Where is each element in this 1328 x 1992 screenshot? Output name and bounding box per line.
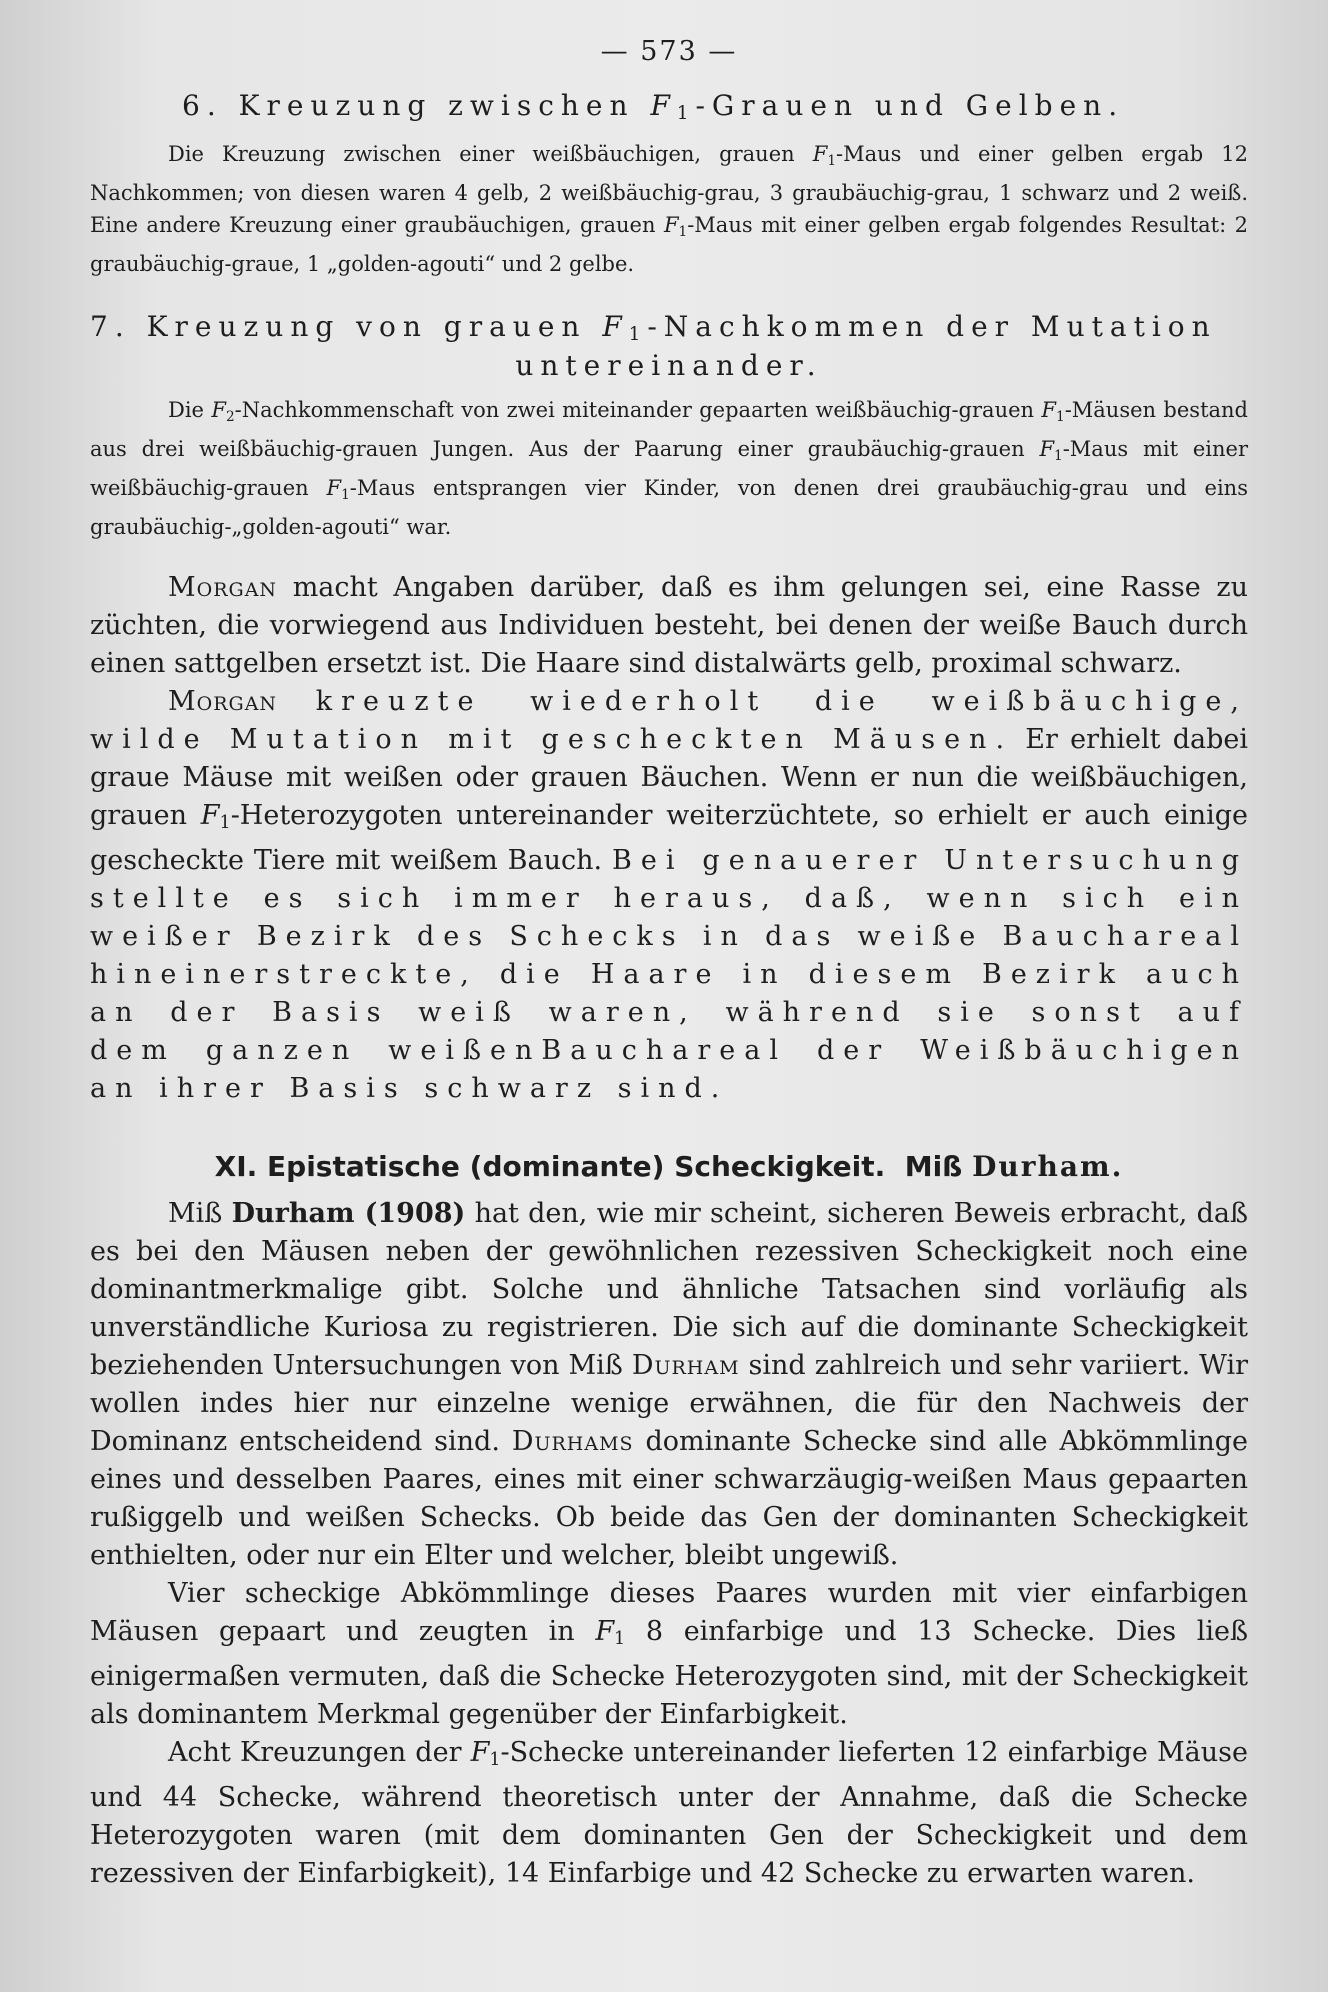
subscript: 1: [676, 103, 696, 124]
paragraph-7: [90, 394, 1248, 543]
subheading-6: [90, 89, 1248, 124]
subscript: 1: [489, 1750, 501, 1770]
page-number: — 573 —: [600, 36, 738, 67]
paragraph-durham-2: [90, 1575, 1248, 1734]
text-run: -Nachkommenschaft von zwei miteinander gepaarten weißbäuchig-grauen: [234, 398, 1042, 422]
f-symbol: F: [812, 142, 828, 166]
subheading-6-post: -Grauen und Gelben.: [695, 89, 1125, 122]
f-symbol: F: [200, 800, 220, 831]
paragraph-durham-1: [90, 1195, 1248, 1575]
text-run: -Schecke untereinander lieferten 12 einfarbige Mäuse und 44 Schecke, während theoretisch unter der Annahme, daß die Schecke Heterozygoten waren (mit dem dominanten Gen der Scheckigkeit und dem rezessiven der Einfarbigkeit), 14 Einfarbige und 42 Schecke zu erwarten waren.: [90, 1737, 1248, 1889]
subscript: 1: [1054, 448, 1063, 464]
subheading-7: [90, 310, 1248, 345]
section-heading-text: XI. Epistatische (dominante) Scheckigkeit.: [214, 1150, 886, 1183]
subheading-6-pre: Kreuzung zwischen: [238, 89, 651, 122]
text-run: Vier scheckige Abkömmlinge dieses Paares wurden mit vier einfarbigen Mäusen gepaart und zeugten in: [90, 1578, 1248, 1647]
f-symbol: F: [650, 89, 677, 122]
text-run: Acht Kreuzungen der: [168, 1737, 471, 1768]
subscript: 1: [827, 153, 836, 169]
f-symbol: F: [1039, 437, 1055, 461]
text-run: hat den, wie mir scheint, sicheren Beweis erbracht, daß es bei den Mäusen neben der gewöhnlichen rezessiven Scheckigkeit noch eine dominantmerkmalige gibt. Solche und ähnliche Tatsachen sind vorläufig als unverständliche Kuriosa zu registrieren. Die sich auf die dominante Scheckigkeit beziehenden Untersuchungen von Miß: [90, 1198, 1249, 1381]
text-run: -Maus mit einer weißbäuchig-grauen: [90, 437, 1248, 500]
author-name: Morgan: [168, 572, 278, 603]
author-citation: Durham (1908): [231, 1198, 466, 1229]
text-run: -Mäusen bestand aus drei weißbäuchig-grauen Jungen. Aus der Paarung einer graubäuchig-grauen: [90, 398, 1249, 461]
spaced-text: kreuzte wiederholt die weißbäuchige, wilde Mutation mit gescheckten Mäusen.: [90, 686, 1248, 755]
paragraph-morgan-1: [90, 569, 1248, 683]
subscript: 1: [678, 224, 688, 240]
subscript: 1: [628, 324, 648, 345]
author-name: Durhams: [511, 1426, 634, 1457]
text-run: macht Angaben darüber, daß es ihm gelungen sei, eine Rasse zu züchten, die vorwiegend aus Individuen besteht, bei denen der weiße Bauch durch einen sattgelben ersetzt ist. Die Haare sind distalwärts gelb, proximal schwarz.: [90, 572, 1248, 679]
subheading-7-number: 7.: [90, 310, 131, 343]
subheading-7-line2: untereinander.: [515, 349, 823, 382]
subscript: 1: [1056, 409, 1065, 425]
text-run: dominante Schecke sind alle Abkömmlinge eines und desselben Paares, eines mit einer schwarzäugig-weißen Maus gepaarten rußiggelb und weißen Schecks. Ob beide das Gen der dominanten Scheckigkeit enthielten, oder nur ein Elter und welcher, bleibt ungewiß.: [90, 1426, 1248, 1571]
author-name: Morgan: [168, 686, 278, 717]
section-heading-durham: Durham.: [972, 1150, 1124, 1183]
text-run: -Maus entsprangen vier Kinder, von denen drei graubäuchig-grau und eins graubäuchig-„golden-agouti“ war.: [90, 476, 1248, 539]
subheading-7-pre: Kreuzung von grauen: [146, 310, 603, 343]
text-run: -Heterozygoten untereinander weiterzüchtete, so erhielt er auch einige gescheckte Tiere mit weißem Bauch.: [90, 800, 1248, 876]
paragraph-durham-3: [90, 1734, 1248, 1893]
section-heading-xi: [90, 1150, 1248, 1183]
paragraph-morgan-2: [90, 683, 1248, 1108]
text-run: -Maus mit einer gelben ergab folgendes Resultat: 2 graubäuchig-graue, 1 „golden-agouti“ und 2 gelbe.: [90, 213, 1248, 276]
f-symbol: F: [1041, 398, 1056, 422]
section-heading-miss: Miß: [904, 1150, 963, 1183]
f-symbol: F: [595, 1616, 615, 1647]
text-run: Er erhielt dabei graue Mäuse mit weißen oder grauen Bäuchen. Wenn er nun die weißbäuchigen, grauen: [90, 724, 1249, 831]
f-symbol: F: [326, 476, 342, 500]
subscript: 1: [341, 487, 350, 503]
text-run: Die: [168, 398, 212, 422]
text-run: Die Kreuzung zwischen einer weißbäuchigen, grauen: [168, 142, 813, 166]
paragraph-6: [90, 138, 1248, 280]
f-symbol: F: [602, 310, 629, 343]
subheading-6-number: 6.: [182, 89, 223, 122]
text-run: 8 einfarbige und 13 Schecke. Dies ließ einigermaßen vermuten, daß die Schecke Heterozygoten sind, mit der Scheckigkeit als dominantem Merkmal gegenüber der Einfarbigkeit.: [90, 1616, 1248, 1730]
text-run: sind zahlreich und sehr variiert. Wir wollen indes hier nur einzelne wenige erwähnen, die für den Nachweis der Dominanz entscheidend sind.: [90, 1350, 1248, 1457]
subheading-7-post: -Nachkommen der Mutation: [647, 310, 1217, 343]
f-symbol: F: [211, 398, 226, 422]
subscript: 1: [614, 1629, 626, 1649]
f-symbol: F: [663, 213, 679, 237]
spaced-text: Bei genauerer Untersuchung stellte es sich immer heraus, daß, wenn sich ein weißer Bezirk des Schecks in das weiße Bauchareal hineinerstreckte, die Haare in diesem Bezirk auch an der Basis weiß waren, während sie sonst auf dem ganzen weißenBauchareal der Weißbäuchigen an ihrer Basis schwarz sind.: [90, 845, 1248, 1104]
subscript: 1: [219, 813, 231, 833]
subscript: 2: [225, 409, 235, 425]
f-symbol: F: [470, 1737, 490, 1768]
author-name: Durham: [631, 1350, 740, 1381]
text-run: -Maus und einer gelben ergab 12 Nachkommen; von diesen waren 4 gelb, 2 weißbäuchig-grau, 3 graubäuchig-grau, 1 schwarz und 2 weiß. Eine andere Kreuzung einer graubäuchigen, grauen: [90, 142, 1248, 237]
text-run: Miß: [168, 1198, 232, 1229]
